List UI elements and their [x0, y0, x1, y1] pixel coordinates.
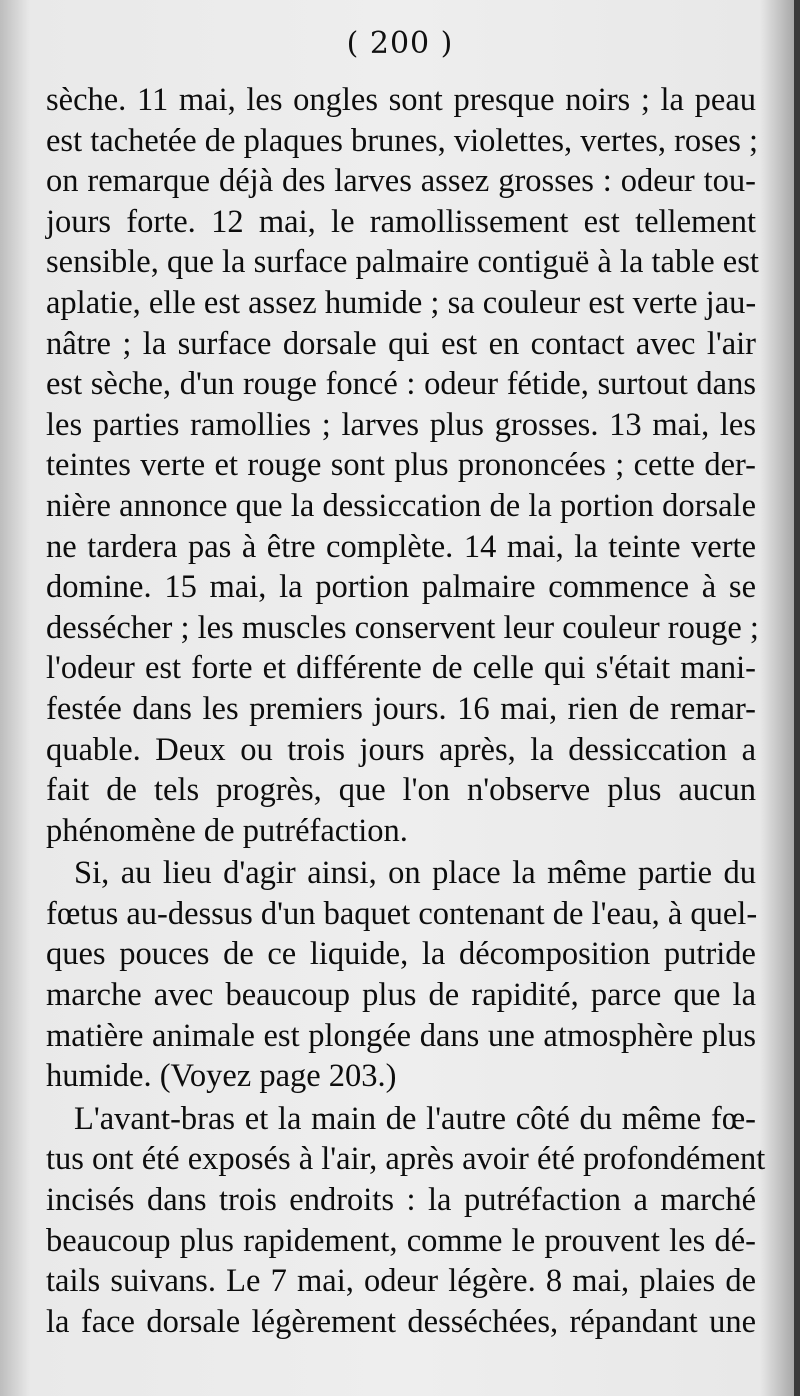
text-line: ques pouces de ce liquide, la décomposition putride [46, 936, 756, 973]
text-line: nière annonce que la dessiccation de la portion dorsale [46, 487, 756, 524]
text-line: humide. (Voyez page 203.) [46, 1058, 397, 1095]
text-line: phénomène de putréfaction. [46, 812, 408, 849]
text-line: nâtre ; la surface dorsale qui est en contact avec l'air [46, 325, 756, 362]
text-line: incisés dans trois endroits : la putréfaction a marché [46, 1182, 756, 1219]
paragraph-2 [46, 853, 756, 1097]
text-line: ne tardera pas à être complète. 14 mai, la teinte verte [46, 528, 756, 565]
text-line: quable. Deux ou trois jours après, la dessiccation a [46, 731, 756, 768]
text-line: tus ont été exposés à l'air, après avoir été profondément [46, 1141, 766, 1178]
text-line: tails suivans. Le 7 mai, odeur légère. 8 mai, plaies de [46, 1263, 756, 1300]
text-line: fœtus au-dessus d'un baquet contenant de l'eau, à quel- [46, 895, 758, 932]
text-line: aplatie, elle est assez humide ; sa couleur est verte jau- [46, 284, 757, 321]
text-line: sensible, que la surface palmaire contiguë à la table est [46, 244, 759, 281]
text-line: Si, au lieu d'agir ainsi, on place la même partie du [74, 855, 756, 892]
text-line: fait de tels progrès, que l'on n'observe plus aucun [46, 772, 756, 809]
text-line: L'avant-bras et la main de l'autre côté du même fœ- [74, 1100, 756, 1137]
paragraph-1 [46, 80, 759, 851]
text-line: les parties ramollies ; larves plus grosses. 13 mai, les [46, 406, 756, 443]
text-line: beaucoup plus rapidement, comme le prouvent les dé- [46, 1222, 756, 1259]
text-line: est sèche, d'un rouge foncé : odeur fétide, surtout dans [46, 366, 756, 403]
page-number: ( 200 ) [346, 26, 454, 61]
text-line: sèche. 11 mai, les ongles sont presque noirs ; la peau [46, 82, 756, 118]
text-line: domine. 15 mai, la portion palmaire commence à se [46, 569, 756, 606]
text-line: la face dorsale légèrement desséchées, répandant une [46, 1303, 756, 1340]
body-text [46, 80, 766, 1342]
text-line: on remarque déjà des larves assez grosses : odeur tou- [46, 163, 756, 200]
text-line: festée dans les premiers jours. 16 mai, rien de remar- [46, 690, 756, 727]
text-line: marche avec beaucoup plus de rapidité, parce que la [46, 977, 756, 1014]
text-line: teintes verte et rouge sont plus prononcées ; cette der- [46, 447, 756, 484]
text-line: matière animale est plongée dans une atmosphère plus [46, 1017, 756, 1054]
text-line: dessécher ; les muscles conservent leur couleur rouge ; [46, 609, 759, 646]
text-line: l'odeur est forte et différente de celle qui s'était mani- [46, 650, 756, 687]
paragraph-3 [46, 1099, 766, 1343]
text-line: jours forte. 12 mai, le ramollissement est tellement [46, 203, 756, 240]
text-line: est tachetée de plaques brunes, violettes, vertes, roses ; [46, 122, 759, 159]
